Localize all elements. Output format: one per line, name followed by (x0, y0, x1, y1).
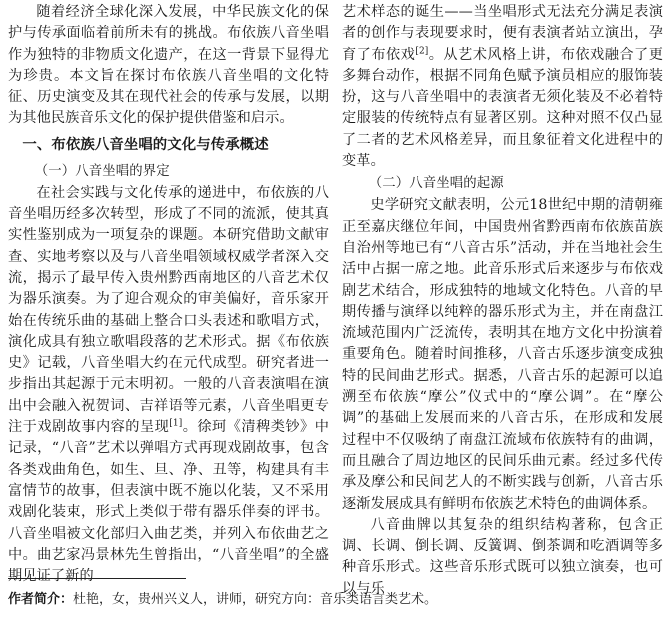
section-heading: 一、布依族八音坐唱的文化与传承概述 (22, 136, 269, 153)
footnote-text: 杜艳，女，贵州兴义人，讲师，研究方向：音乐类语言类艺术。 (73, 592, 438, 607)
origin-paragraph: 史学研究文献表明，公元18世纪中期的清朝雍正至嘉庆继位年间，中国贵州省黔西南布依族苗族自治州等地已有“八音古乐”活动，并在当地社会生活中占据一席之地。此音乐形式后来逐步与布依戏剧艺术结合，形成独特的地域文化特色。八音的早期传播与演绎以纯粹的器乐形式为主，并在南盘江流域范围内广泛流传，表明其在地方文化中扮演着重要角色。随着时间推移，八音古乐逐步演变成独特的民间曲艺形式。据悉，八音古乐的起源可以追溯至布依族“摩公”仪式中的“摩公调”。在“摩公调”的基础上发展而来的八音古乐，在形成和发展过程中不仅吸纳了南盘江流域布依族特有的曲调，而且融合了周边地区的民间乐曲元素。经过多代传承及摩公和民间艺人的不断实践与创新，八音古乐逐渐发展成具有鲜明布依族艺术特色的曲调体系。 (342, 197, 663, 512)
continued-text-b: 。从艺术风格上讲，布依戏融合了更多舞台动作，根据不同角色赋予演员相应的服饰装扮，这与八音坐唱中的表演者无须化装及不必着特定服装的传统特点有显著区别。这种对照不仅凸显了二者的艺术风格差异，而且象征着文化进程中的变革。 (342, 46, 663, 170)
definition-paragraph (8, 183, 329, 588)
subsection-heading-definition: （一）八音坐唱的界定 (34, 163, 170, 179)
continued-paragraph (342, 2, 663, 172)
definition-text-a: 在社会实践与文化传承的递进中，布依族的八音坐唱历经多次转型，形成了不同的流派，使其真实性鉴别成为一项复杂的课题。本研究借助文献审查、实地考察以及与八音坐唱领域权威学者深入交流，揭示了最早传入贵州黔西南地区的八音艺术仅为器乐演奏。为了迎合观众的审美偏好，音乐家开始在传统乐曲的基础上整合口头表述和歌唱方式，演化成具有独立歌唱段落的艺术形式。据《布依族史》记载，八音坐唱大约在元代成型。研究者进一步指出其起源于元末明初。一般的八音表演唱在演出中会融入祝贺词、吉祥语等元素，八音坐唱更专注于戏剧故事内容的呈现 (8, 184, 329, 436)
footnote-label: 作者简介： (8, 592, 74, 607)
subsection-heading-origin: （二）八音坐唱的起源 (368, 176, 504, 192)
continued-text-a: 艺术样态的诞生——当坐唱形式无法充分满足表演者的创作与表现要求时，便有表演者站立演出，孕育了布依戏 (342, 4, 663, 63)
citation-ref-2: [2] (415, 45, 429, 56)
definition-text-b: 。徐珂《清稗类钞》中记录，“八音”艺术以弹唱方式再现戏剧故事，包含各类戏曲角色，如生、旦、净、丑等，构建具有丰富情节的故事，但表演中既不施以化装，又不采用戏剧化装束，形式上类似于带有器乐伴奏的评书。八音坐唱被文化部归入曲艺类，并列入布依曲艺之中。曲艺家冯景林先生曾指出，“八音坐唱”的全盛期见证了新的 (8, 419, 329, 585)
left-column (8, 2, 329, 587)
right-column (342, 2, 663, 600)
footnote-divider (8, 578, 186, 579)
qupai-paragraph: 八音曲牌以其复杂的组织结构著称，包含正调、长调、倒长调、反簧调、倒茶调和吃酒调等多种音乐形式。这些音乐形式既可以独立演奏，也可以与乐 (342, 516, 663, 597)
citation-ref-1: [1] (169, 418, 183, 429)
author-footnote (8, 590, 437, 610)
intro-paragraph: 随着经济全球化深入发展，中华民族文化的保护与传承面临着前所未有的挑战。布依族八音坐唱作为独特的非物质文化遗产，在这一背景下显得尤为珍贵。本文旨在探讨布依族八音坐唱的文化特征、历史演变及其在现代社会的传承与发展，以期为其他民族音乐文化的保护提供借鉴和启示。 (8, 4, 329, 127)
